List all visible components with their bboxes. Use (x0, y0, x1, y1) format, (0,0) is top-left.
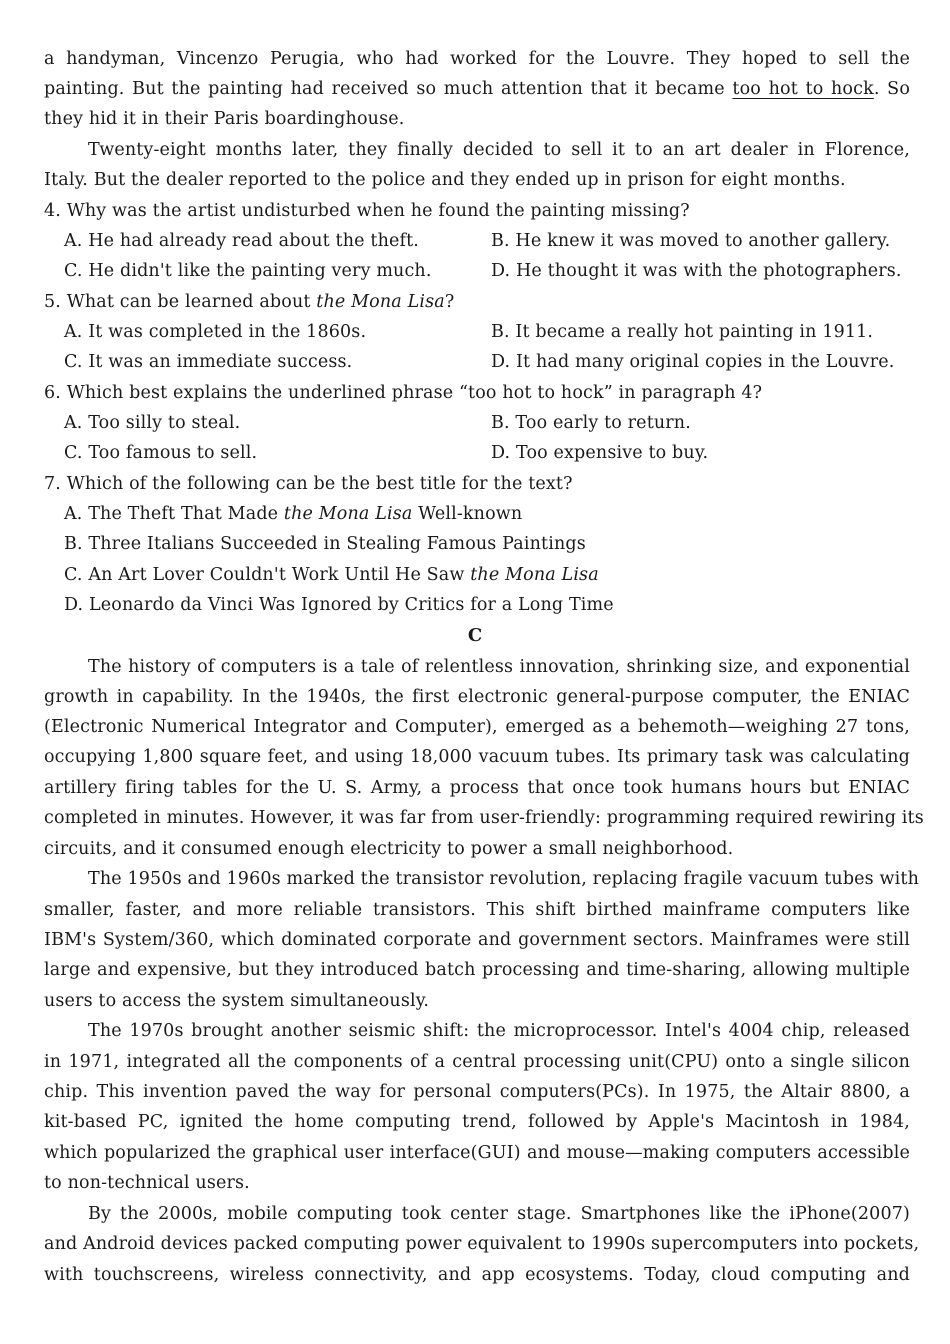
passage-line: a handyman, Vincenzo Perugia, who had worked for the Louvre. They hoped to sell the (44, 49, 910, 69)
option-text: A. The Theft That Made (64, 504, 279, 524)
passage-line: to non-technical users. (44, 1173, 250, 1193)
passage-text: painting. But the painting had received so much attention that it became (44, 79, 725, 99)
stem-text: ? (444, 292, 455, 312)
option-italic: the Mona Lisa (283, 504, 413, 524)
passage-line: large and expensive, but they introduced batch processing and time-sharing, allowing multiple (44, 960, 910, 980)
passage-line: The 1950s and 1960s marked the transistor revolution, replacing fragile vacuum tubes with (88, 869, 919, 889)
passage-line: smaller, faster, and more reliable transistors. This shift birthed mainframe computers like (44, 900, 910, 920)
passage-line: (Electronic Numerical Integrator and Computer), emerged as a behemoth—weighing 27 tons, (44, 717, 910, 737)
q4-option-d: D. He thought it was with the photographers. (491, 261, 902, 281)
passage-line: with touchscreens, wireless connectivity, and app ecosystems. Today, cloud computing and (44, 1265, 910, 1285)
underlined-phrase: too hot to hock (732, 79, 874, 99)
passage-line: growth in capability. In the 1940s, the first electronic general-purpose computer, the ENIAC (44, 687, 910, 707)
stem-italic: the Mona Lisa (316, 292, 445, 312)
passage-line: users to access the system simultaneously. (44, 991, 430, 1011)
passage-line: By the 2000s, mobile computing took center stage. Smartphones like the iPhone(2007) (88, 1204, 910, 1224)
q6-option-b: B. Too early to return. (491, 413, 691, 433)
passage-line: which popularized the graphical user interface(GUI) and mouse—making computers accessible (44, 1143, 910, 1163)
passage-line: and Android devices packed computing power equivalent to 1990s supercomputers into pockets, (44, 1234, 920, 1254)
passage-line: Italy. But the dealer reported to the police and they ended up in prison for eight months. (44, 170, 846, 190)
option-text: Well-known (418, 504, 523, 524)
passage-line: circuits, and it consumed enough electricity to power a small neighborhood. (44, 839, 734, 859)
q7-option-b: B. Three Italians Succeeded in Stealing Famous Paintings (64, 534, 586, 554)
q5-option-b: B. It became a really hot painting in 1911. (491, 322, 874, 342)
q4-option-a: A. He had already read about the theft. (64, 231, 420, 251)
q5-option-a: A. It was completed in the 1860s. (64, 322, 367, 342)
q4-option-c: C. He didn't like the painting very much. (64, 261, 432, 281)
passage-line: kit-based PC, ignited the home computing trend, followed by Apple's Macintosh in 1984, (44, 1112, 910, 1132)
q4-option-b: B. He knew it was moved to another gallery. (491, 231, 891, 251)
passage-text: . So (873, 79, 911, 99)
stem-text: 5. What can be learned about (44, 292, 311, 312)
option-italic: the Mona Lisa (470, 565, 599, 585)
q6-option-d: D. Too expensive to buy. (491, 443, 709, 463)
passage-line: completed in minutes. However, it was far from user-friendly: programming required rewiring its (44, 808, 924, 828)
q7-option-c (64, 560, 930, 590)
q5-option-c: C. It was an immediate success. (64, 352, 353, 372)
passage-line: Twenty-eight months later, they finally decided to sell it to an art dealer in Florence, (88, 140, 910, 160)
q5-option-d: D. It had many original copies in the Louvre. (491, 352, 895, 372)
question-7-stem: 7. Which of the following can be the best title for the text? (44, 474, 573, 494)
passage-line: chip. This invention paved the way for personal computers(PCs). In 1975, the Altair 8800, a (44, 1082, 910, 1102)
passage-line: artillery firing tables for the U. S. Army, a process that once took humans hours but ENIAC (44, 778, 910, 798)
question-5-stem (44, 287, 910, 317)
passage-line: IBM's System/360, which dominated corporate and government sectors. Mainframes were still (44, 930, 910, 950)
q6-option-a: A. Too silly to steal. (64, 413, 241, 433)
section-heading: C (467, 625, 483, 646)
option-text: C. An Art Lover Couldn't Work Until He Saw (64, 565, 465, 585)
q6-option-c: C. Too famous to sell. (64, 443, 258, 463)
q7-option-d: D. Leonardo da Vinci Was Ignored by Critics for a Long Time (64, 595, 614, 615)
question-4-stem: 4. Why was the artist undisturbed when he found the painting missing? (44, 201, 690, 221)
passage-line: The 1970s brought another seismic shift: the microprocessor. Intel's 4004 chip, released (88, 1021, 910, 1041)
passage-line: occupying 1,800 square feet, and using 18,000 vacuum tubes. Its primary task was calculating (44, 747, 910, 767)
question-6-stem: 6. Which best explains the underlined phrase “too hot to hock” in paragraph 4? (44, 383, 763, 403)
passage-line: The history of computers is a tale of relentless innovation, shrinking size, and exponential (88, 657, 910, 677)
passage-line: they hid it in their Paris boardinghouse. (44, 109, 405, 129)
passage-line-with-underline (44, 74, 910, 104)
passage-line: in 1971, integrated all the components of a central processing unit(CPU) onto a single silicon (44, 1052, 910, 1072)
q7-option-a (64, 499, 930, 529)
